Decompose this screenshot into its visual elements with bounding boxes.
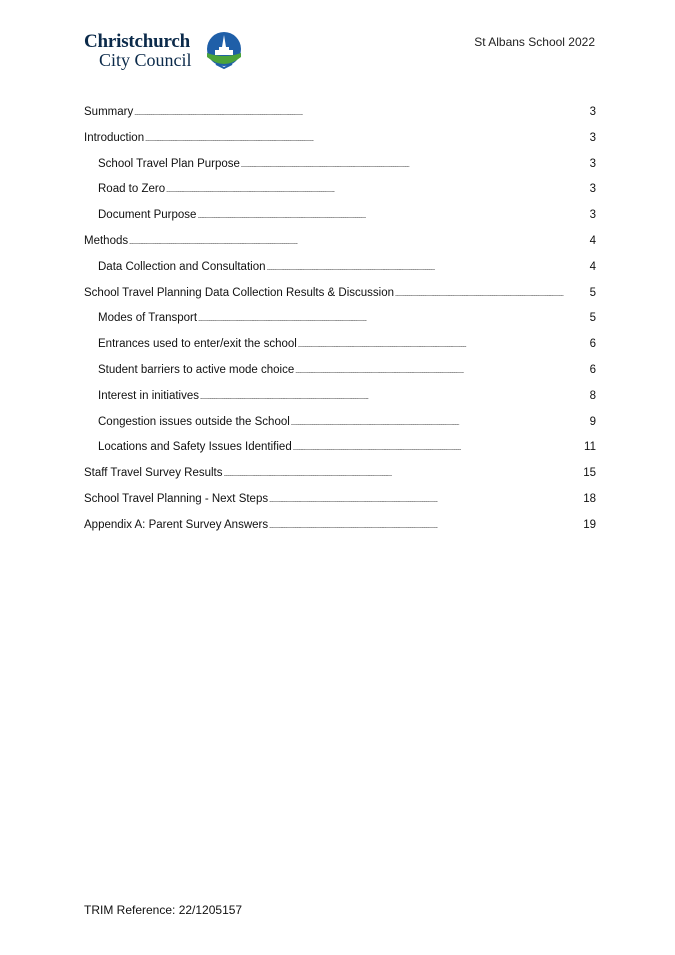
- toc-entry-page: 8: [589, 389, 596, 402]
- toc-entry[interactable]: [84, 287, 596, 313]
- toc-entry-page: 6: [589, 363, 596, 376]
- toc-leader-dots: [134, 106, 587, 118]
- toc-entry-title: Data Collection and Consultation: [98, 260, 266, 273]
- document-header: St Albans School 2022: [474, 35, 595, 49]
- toc-entry-title: Modes of Transport: [98, 312, 198, 325]
- toc-entry-page: 19: [583, 518, 596, 531]
- trim-reference: TRIM Reference: 22/1205157: [84, 903, 243, 917]
- toc-entry-title: Methods: [84, 234, 129, 247]
- toc-entry[interactable]: [84, 441, 596, 467]
- toc-entry-title: Student barriers to active mode choice: [98, 363, 295, 376]
- toc-entry[interactable]: [84, 183, 596, 209]
- logo-line-1: Christchurch: [84, 31, 190, 52]
- toc-entry[interactable]: [84, 493, 596, 519]
- toc-entry-page: 11: [584, 441, 596, 454]
- toc-entry[interactable]: [84, 235, 596, 261]
- logo-line-2: City Council: [99, 50, 192, 70]
- toc-entry[interactable]: [84, 416, 596, 442]
- toc-leader-dots: [293, 441, 583, 453]
- toc-entry-title: Locations and Safety Issues Identified: [98, 441, 292, 454]
- toc-entry[interactable]: [84, 158, 596, 184]
- toc-entry[interactable]: [84, 338, 596, 364]
- toc-leader-dots: [198, 312, 587, 324]
- toc-entry-page: 3: [589, 157, 596, 170]
- toc-leader-dots: [241, 158, 587, 170]
- toc-entry-page: 4: [589, 234, 596, 247]
- toc-entry-page: 4: [589, 260, 596, 273]
- toc-entry-title: Interest in initiatives: [98, 389, 199, 402]
- toc-entry-page: 5: [589, 312, 596, 325]
- toc-entry-page: 3: [589, 131, 596, 144]
- toc-entry[interactable]: [84, 467, 596, 493]
- toc-entry[interactable]: [84, 312, 596, 338]
- council-logo: [84, 31, 254, 73]
- toc-leader-dots: [129, 235, 587, 247]
- toc-entry[interactable]: [84, 519, 596, 545]
- toc-entry-title: Document Purpose: [98, 209, 197, 222]
- toc-entry-page: 3: [589, 183, 596, 196]
- toc-leader-dots: [267, 261, 588, 273]
- toc-leader-dots: [145, 132, 587, 144]
- toc-entry-page: 9: [589, 415, 596, 428]
- toc-leader-dots: [395, 287, 587, 299]
- toc-leader-dots: [269, 519, 582, 531]
- toc-entry-title: School Travel Plan Purpose: [98, 157, 240, 170]
- toc-entry-title: Summary: [84, 106, 134, 118]
- toc-entry[interactable]: [84, 364, 596, 390]
- toc-entry-title: Entrances used to enter/exit the school: [98, 338, 297, 351]
- toc-leader-dots: [298, 338, 587, 350]
- toc-entry-title: Staff Travel Survey Results: [84, 467, 223, 480]
- toc-entry[interactable]: [84, 132, 596, 158]
- table-of-contents: [84, 106, 596, 545]
- cathedral-emblem-icon: [202, 31, 246, 71]
- toc-entry-page: 15: [583, 467, 596, 480]
- toc-entry-page: 3: [589, 209, 596, 222]
- toc-entry-page: 18: [583, 492, 596, 505]
- toc-entry[interactable]: [84, 209, 596, 235]
- toc-leader-dots: [166, 183, 587, 195]
- toc-entry-page: 5: [589, 286, 596, 299]
- toc-entry[interactable]: [84, 106, 596, 132]
- toc-entry-title: Introduction: [84, 131, 145, 144]
- toc-leader-dots: [295, 364, 587, 376]
- toc-entry-page: 3: [589, 106, 596, 118]
- toc-leader-dots: [223, 467, 582, 479]
- toc-entry-title: Appendix A: Parent Survey Answers: [84, 518, 269, 531]
- toc-entry-page: 6: [589, 338, 596, 351]
- toc-entry[interactable]: [84, 390, 596, 416]
- toc-entry-title: Congestion issues outside the School: [98, 415, 290, 428]
- toc-leader-dots: [200, 390, 587, 402]
- toc-entry-title: Road to Zero: [98, 183, 166, 196]
- toc-entry[interactable]: [84, 261, 596, 287]
- toc-entry-title: School Travel Planning Data Collection Results & Discussion: [84, 286, 395, 299]
- toc-leader-dots: [291, 416, 587, 428]
- toc-leader-dots: [197, 209, 587, 221]
- toc-entry-title: School Travel Planning - Next Steps: [84, 492, 269, 505]
- toc-leader-dots: [269, 493, 582, 505]
